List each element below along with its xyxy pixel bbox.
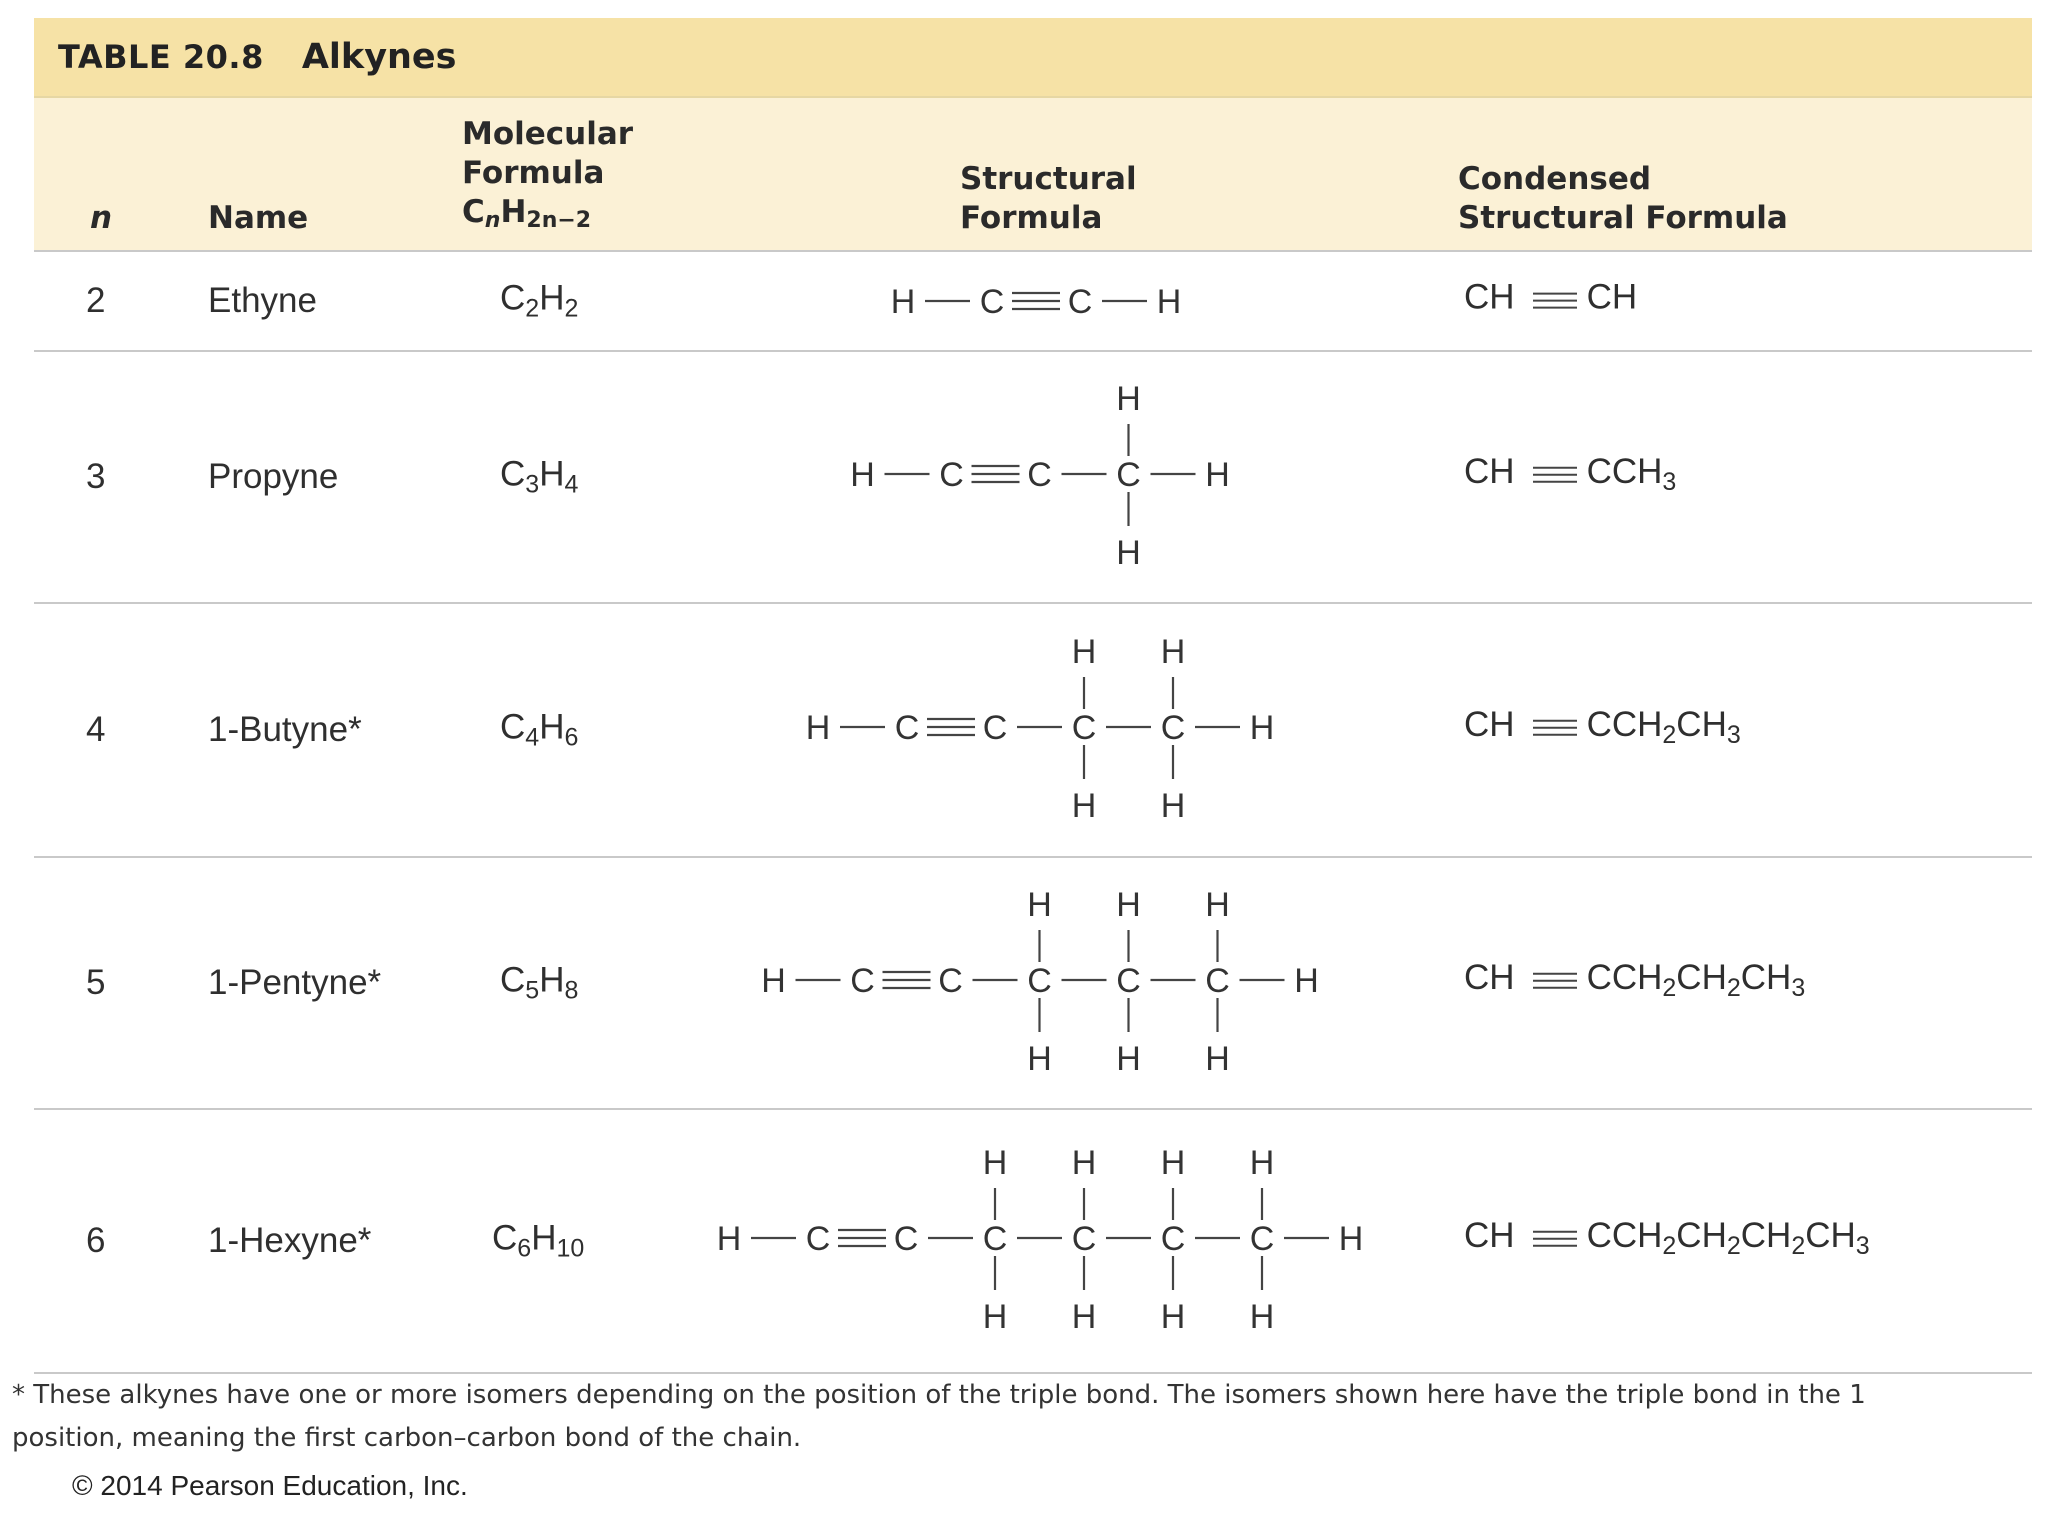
hydrogen-atom: H	[1160, 787, 1186, 825]
hydrogen-atom: H	[982, 1298, 1008, 1336]
carbon-atom: C	[1116, 456, 1141, 494]
table-title-bar	[34, 18, 2032, 98]
table-title: Alkynes	[301, 37, 457, 77]
hydrogen-atom: H	[850, 456, 875, 494]
hydrogen-atom: H	[1116, 886, 1141, 924]
hydrogen-atom: H	[1071, 633, 1097, 671]
structural-formula	[34, 252, 2032, 350]
row-molecular-formula: $C_3H_4$	[500, 454, 579, 499]
hydrogen-atom: H	[1160, 1144, 1186, 1182]
row-molecular-formula: $C_6H_{10}$	[492, 1218, 585, 1263]
hydrogen-atom: H	[761, 962, 786, 1000]
carbon-atom: C	[939, 456, 964, 494]
hydrogen-atom: H	[1116, 534, 1141, 572]
carbon-atom: C	[850, 962, 875, 1000]
row-name: 1-Pentyne*	[208, 963, 382, 1002]
hydrogen-atom: H	[1160, 633, 1186, 671]
carbon-atom: C	[1067, 283, 1093, 321]
row-name: 1-Butyne*	[208, 710, 362, 749]
hydrogen-atom: H	[1071, 787, 1097, 825]
hydrogen-atom: H	[1116, 1040, 1141, 1078]
carbon-atom: C	[979, 283, 1005, 321]
header-condensed-formula: Condensed Structural Formula	[1458, 161, 1788, 236]
hydrogen-atom: H	[805, 709, 831, 747]
row-name: Propyne	[208, 457, 339, 496]
row-molecular-formula: $C_2H_2$	[500, 278, 579, 323]
hydrogen-atom: H	[1071, 1298, 1097, 1336]
carbon-atom: C	[1160, 1220, 1186, 1258]
structural-formula	[34, 858, 2032, 1108]
carbon-atom: C	[1027, 456, 1052, 494]
carbon-atom: C	[1160, 709, 1186, 747]
hydrogen-atom: H	[1160, 1298, 1186, 1336]
row-molecular-formula: $C_5H_8$	[500, 960, 579, 1005]
header-n: n	[90, 200, 113, 236]
row-condensed-formula: CH $CCH_2CH_2CH_3$	[1464, 957, 1806, 1002]
hydrogen-atom: H	[716, 1220, 742, 1258]
row-condensed-formula: CH $CCH_2CH_3$	[1464, 704, 1741, 749]
carbon-atom: C	[1205, 962, 1230, 1000]
alkynes-table	[34, 18, 2032, 1374]
structural-formula	[34, 352, 2032, 602]
row-condensed-formula: CH $CCH_3$	[1464, 451, 1677, 496]
copyright: © 2014 Pearson Education, Inc.	[72, 1470, 468, 1501]
carbon-atom: C	[938, 962, 963, 1000]
hydrogen-atom: H	[1027, 1040, 1052, 1078]
table-row	[34, 352, 2032, 604]
table-row	[34, 252, 2032, 352]
table-row	[34, 858, 2032, 1110]
carbon-atom: C	[893, 1220, 919, 1258]
table-row	[34, 1110, 2032, 1374]
hydrogen-atom: H	[1205, 886, 1230, 924]
header-structural-formula: Structural Formula	[960, 161, 1137, 236]
hydrogen-atom: H	[1116, 380, 1141, 418]
row-n: 4	[86, 710, 106, 749]
hydrogen-atom: H	[1249, 709, 1275, 747]
hydrogen-atom: H	[1249, 1144, 1275, 1182]
carbon-atom: C	[1071, 1220, 1097, 1258]
header-molecular-formula: Molecular Formula $C_nH_{2n-2}$	[462, 115, 633, 240]
hydrogen-atom: H	[1338, 1220, 1364, 1258]
hydrogen-atom: H	[1205, 456, 1230, 494]
carbon-atom: C	[1027, 962, 1052, 1000]
carbon-atom: C	[805, 1220, 831, 1258]
carbon-atom: C	[982, 1220, 1008, 1258]
hydrogen-atom: H	[982, 1144, 1008, 1182]
table-row	[34, 604, 2032, 858]
row-condensed-formula: CH CH	[1464, 278, 1637, 320]
table-header	[34, 98, 2032, 252]
hydrogen-atom: H	[1156, 283, 1182, 321]
row-n: 6	[86, 1221, 106, 1260]
carbon-atom: C	[1249, 1220, 1275, 1258]
row-condensed-formula: CH $CCH_2CH_2CH_2CH_3$	[1464, 1215, 1870, 1260]
structural-formula	[34, 604, 2032, 856]
row-n: 3	[86, 457, 106, 496]
header-name: Name	[208, 200, 309, 236]
row-n: 2	[86, 281, 106, 320]
hydrogen-atom: H	[890, 283, 916, 321]
row-molecular-formula: $C_4H_6$	[500, 707, 579, 752]
carbon-atom: C	[1071, 709, 1097, 747]
row-name: Ethyne	[208, 281, 317, 320]
carbon-atom: C	[1116, 962, 1141, 1000]
hydrogen-atom: H	[1027, 886, 1052, 924]
hydrogen-atom: H	[1249, 1298, 1275, 1336]
general-formula: $C_nH_{2n-2}$	[462, 194, 592, 233]
footnote: * These alkynes have one or more isomers depending on the position of the triple bond. The isomers shown here have the triple bond in the 1 position, meaning the first carbon–carbon bond of the chain.	[12, 1380, 1866, 1453]
hydrogen-atom: H	[1294, 962, 1319, 1000]
carbon-atom: C	[982, 709, 1008, 747]
hydrogen-atom: H	[1205, 1040, 1230, 1078]
table-number: TABLE 20.8	[58, 38, 264, 76]
row-n: 5	[86, 963, 106, 1002]
row-name: 1-Hexyne*	[208, 1221, 372, 1260]
structural-formula	[34, 1110, 2032, 1372]
table-body	[34, 252, 2032, 1374]
hydrogen-atom: H	[1071, 1144, 1097, 1182]
carbon-atom: C	[894, 709, 920, 747]
